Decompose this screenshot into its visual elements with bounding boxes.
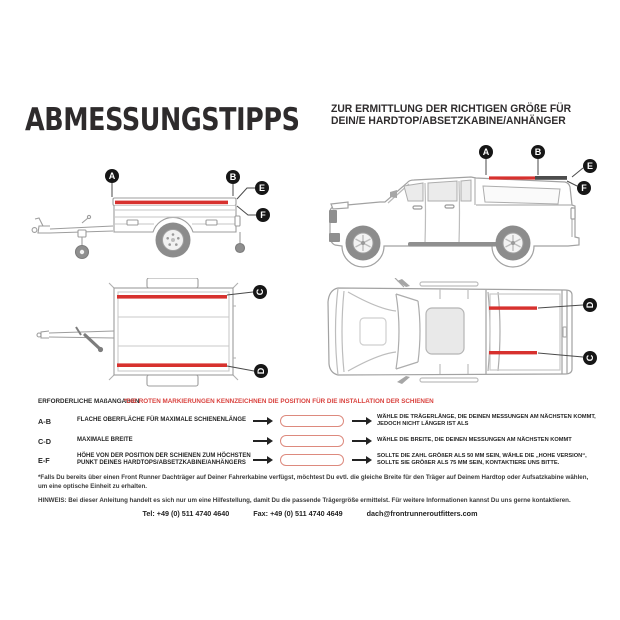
measure-input-box: [280, 415, 344, 427]
measure-result: WÄHLE DIE BREITE, DIE DEINEN MESSUNGEN AM NÄCHSTEN KOMMT: [377, 437, 572, 444]
contact-email: dach@frontrunneroutfitters.com: [366, 509, 478, 518]
canopy-rear-rail: [535, 176, 567, 180]
measure-row-cd: [38, 433, 610, 449]
arrow-right-icon: [352, 459, 367, 461]
svg-text:D: D: [585, 301, 596, 309]
contact-fax: Fax: +49 (0) 511 4740 4649: [253, 509, 343, 518]
rail-marking-trailer-side: [115, 201, 228, 205]
diagram-trailer-top-view: [35, 278, 290, 396]
measure-key: E-F: [38, 455, 50, 465]
truck-top-body: [328, 278, 572, 384]
contact-tel: Tel: +49 (0) 511 4740 4640: [142, 509, 230, 518]
marker-E-trailer: [237, 181, 269, 199]
legend-note-red: *DIE ROTEN MARKIERUNGEN KENNZEICHNEN DIE POSITION FÜR DIE INSTALLATION DER SCHIENEN: [124, 398, 434, 405]
rail-marking-truck-top-1: [489, 306, 537, 309]
footnote-asterisk: *Falls Du bereits über einen Front Runner Dachträger auf Deiner Fahrerkabine verfügst, möchtest Du evtl. die gleiche Breite für den Träger auf Deinem Hardtop oder Aufsatzkabine wählen, um eine optische Einheit zu erhalten.: [38, 474, 589, 490]
arrow-right-icon: [253, 459, 268, 461]
arrow-right-icon: [253, 420, 268, 422]
legend-heading: ERFORDERLICHE MAßANGABEN: [38, 398, 140, 405]
contact-bar: [0, 509, 620, 518]
measure-result: WÄHLE DIE TRÄGERLÄNGE, DIE DEINEN MESSUNGEN AM NÄCHSTEN KOMMT, JEDOCH NICHT LÄNGER IST ALS: [377, 413, 596, 427]
measure-result: SOLLTE DIE ZAHL GRÖßER ALS 50 MM SEIN, WÄHLE DIE „HOHE VERSION“, SOLLTE SIE GRÖßER ALS 75 MM SEIN, KONTAKTIERE UNS BITTE.: [377, 452, 587, 466]
measure-key: A-B: [38, 416, 51, 426]
marker-F-trailer: [237, 206, 270, 222]
page-subtitle-line2: DEIN/E HARDTOP/ABSETZKABINE/ANHÄNGER: [331, 115, 566, 128]
measure-label: FLACHE OBERFLÄCHE FÜR MAXIMALE SCHIENENLÄNGE: [77, 417, 246, 424]
measure-label: MAXIMALE BREITE: [77, 437, 133, 444]
marker-A-truck: [479, 145, 493, 175]
measure-row-ef: [38, 449, 610, 471]
svg-text:C: C: [255, 288, 266, 296]
rail-marking-trailer-top-1: [117, 295, 227, 299]
svg-text:A: A: [482, 147, 490, 158]
trailer-wheel: [156, 223, 191, 258]
diagram-trailer-side-view: [30, 160, 290, 278]
measure-label: HÖHE VON DER POSITION DER SCHIENEN ZUM HÖCHSTEN PUNKT DEINES HARDTOPS/ABSETZKABINE/ANHÄNGERS: [77, 452, 251, 466]
measure-input-box: [280, 454, 344, 466]
arrow-right-icon: [352, 440, 367, 442]
trailer-drawbar: [32, 215, 113, 258]
svg-text:F: F: [581, 183, 587, 194]
svg-text:A: A: [108, 171, 116, 182]
marker-B-truck: [531, 145, 545, 175]
trailer-top-bed: [109, 278, 238, 386]
rail-marking-trailer-top-2: [117, 363, 227, 367]
arrow-right-icon: [253, 440, 268, 442]
diagram-truck-top-view: [322, 278, 612, 396]
arrow-right-icon: [352, 420, 367, 422]
rail-marking-truck-top-2: [489, 351, 537, 354]
rail-marking-truck-side: [489, 176, 535, 179]
measure-input-box: [280, 435, 344, 447]
svg-text:E: E: [258, 183, 266, 194]
marker-B-trailer: [226, 170, 240, 196]
footnote-hinweis: HINWEIS: Bei dieser Anleitung handelt es sich nur um eine Hilfestellung, damit Du die passende Trägergröße ermittelst. Für weitere Informationen kannst Du uns gerne kontaktieren.: [38, 497, 571, 504]
page-subtitle-line1: ZUR ERMITTLUNG DER RICHTIGEN GRÖßE FÜR: [331, 103, 572, 115]
svg-text:F: F: [260, 210, 266, 221]
svg-text:B: B: [229, 172, 237, 183]
marker-A-trailer: [105, 169, 119, 197]
marker-E-truck: [572, 159, 597, 177]
page-subtitle: [331, 103, 571, 128]
page-title: ABMESSUNGSTIPPS: [25, 102, 300, 138]
measure-key: C-D: [38, 436, 51, 446]
svg-text:D: D: [256, 367, 267, 375]
diagram-truck-side-view: [322, 145, 612, 273]
measure-row-ab: [38, 412, 610, 430]
svg-text:B: B: [534, 147, 542, 158]
trailer-top-drawbar: [37, 327, 114, 352]
svg-text:E: E: [586, 161, 594, 172]
svg-text:C: C: [585, 354, 596, 362]
